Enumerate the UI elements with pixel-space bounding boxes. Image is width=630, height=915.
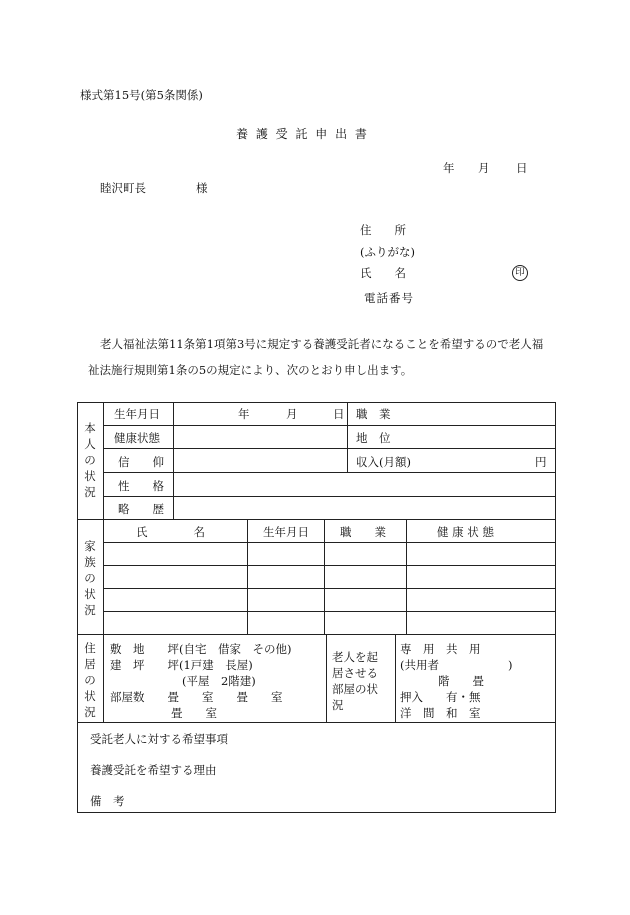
birth-month-label: 月 (286, 407, 298, 421)
occupation-label: 職 業 (356, 407, 391, 421)
phone-label: 電話番号 (364, 291, 414, 305)
family-col-birth: 生年月日 (263, 525, 309, 539)
self-section-header: 本 人 の 状 況 (84, 421, 96, 499)
shared-with-line: (共用者 ) (400, 658, 513, 672)
wishes-label: 受託老人に対する希望事項 (90, 732, 228, 746)
birth-year-label: 年 (238, 407, 250, 421)
religion-label: 信 仰 (118, 455, 164, 469)
family-col-health: 健 康 状 態 (437, 525, 494, 539)
name-label: 氏 名 (360, 266, 406, 280)
date-year-label: 年 (443, 161, 455, 175)
family-col-name: 氏 名 (136, 525, 205, 539)
character-label: 性 格 (118, 479, 164, 493)
date-month-label: 月 (478, 161, 490, 175)
floors-line: (平屋 2階建) (182, 674, 256, 688)
remarks-label: 備 考 (90, 794, 125, 808)
seal-mark (512, 264, 528, 281)
rooms-line: 部屋数 畳 室 畳 室 (110, 690, 283, 704)
rooms-line-2: 畳 室 (171, 706, 217, 720)
floor-mat-line: 階 畳 (438, 674, 484, 688)
housing-section-header: 住 居 の 状 況 (84, 641, 96, 719)
income-label: 収入(月額) (356, 455, 411, 469)
honorific: 様 (196, 181, 208, 195)
page-title: 養 護 受 託 申 出 書 (236, 127, 369, 141)
birth-day-label: 日 (333, 407, 345, 421)
closet-line: 押入 有・無 (400, 690, 481, 704)
form-number: 様式第15号(第5条関係) (80, 88, 203, 102)
furigana-label: (ふりがな) (360, 245, 415, 259)
room-type-line: 洋 間 和 室 (400, 706, 481, 720)
history-label: 略 歴 (118, 502, 164, 516)
site-area-line: 敷 地 坪(自宅 借家 その他) (110, 642, 292, 656)
elder-room-label: 老人を起 居させる 部屋の状 況 (332, 650, 378, 712)
seal-icon: 印 (512, 265, 528, 281)
date-day-label: 日 (516, 161, 528, 175)
building-area-line: 建 坪 坪(1戸建 長屋) (110, 658, 253, 672)
addressee: 睦沢町長 (100, 181, 146, 195)
exclusive-shared-line: 専 用 共 用 (400, 642, 481, 656)
family-col-occupation: 職 業 (340, 525, 386, 539)
income-unit: 円 (535, 455, 547, 469)
reason-label: 養護受託を希望する理由 (90, 763, 217, 777)
body-line-1: 老人福祉法第11条第1項第3号に規定する養護受託者になることを希望するので老人福 (100, 337, 544, 351)
birth-date-label: 生年月日 (114, 407, 160, 421)
address-label: 住 所 (360, 223, 406, 237)
position-label: 地 位 (356, 431, 391, 445)
body-line-2: 祉法施行規則第1条の5の規定により、次のとおり申し出ます。 (88, 363, 413, 377)
family-section-header: 家 族 の 状 況 (84, 539, 96, 617)
health-label: 健康状態 (114, 431, 160, 445)
